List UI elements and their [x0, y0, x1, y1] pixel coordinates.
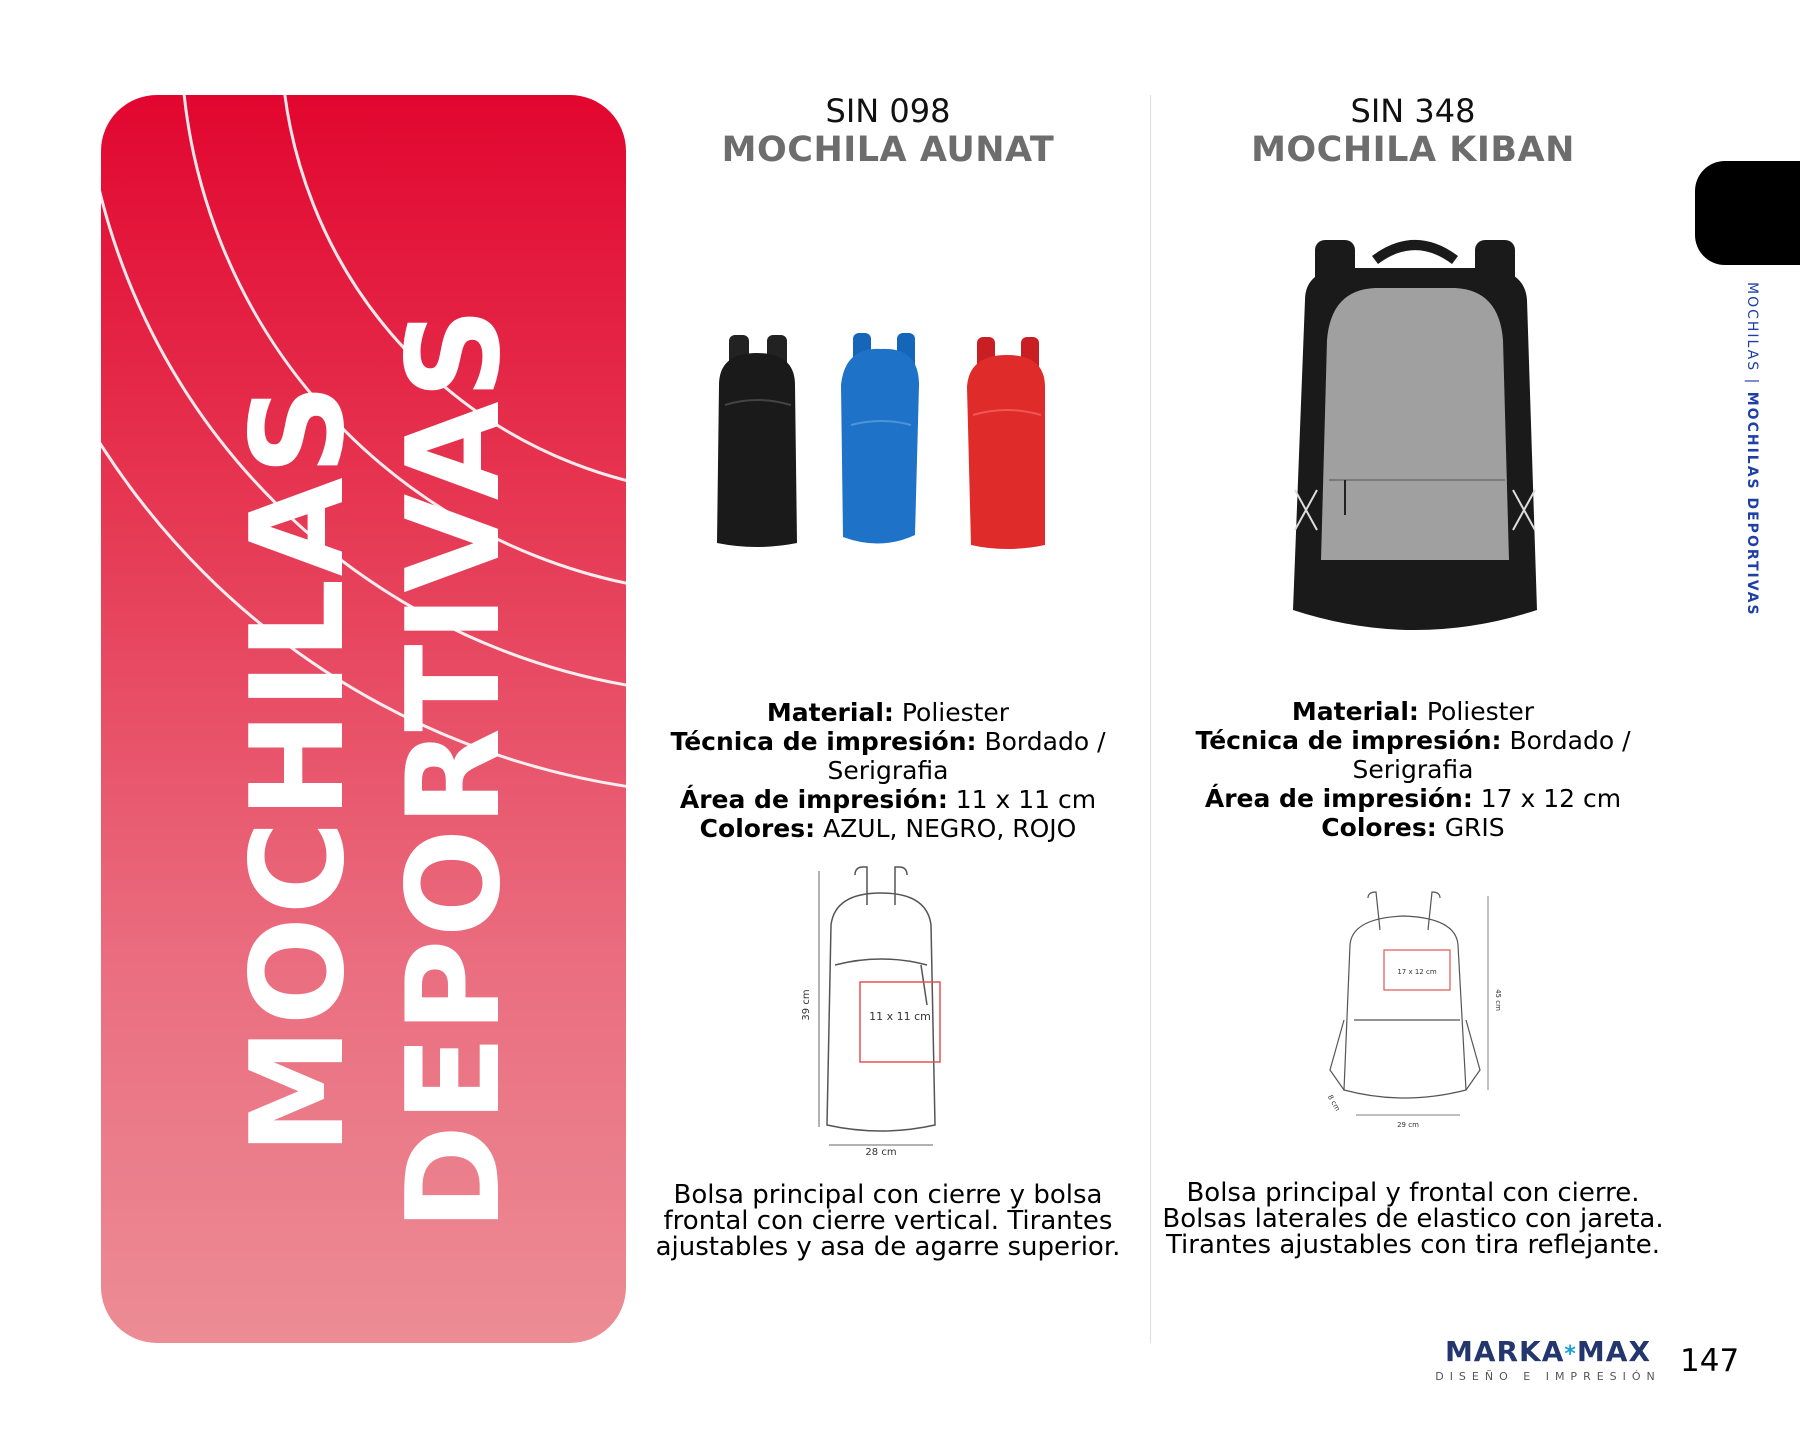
product-specs-kiban: [1153, 697, 1673, 842]
drawing-width: 29 cm: [1397, 1121, 1419, 1129]
material-label: Material:: [766, 698, 894, 727]
section-tab: [1695, 161, 1800, 265]
material-label: Material:: [1291, 697, 1419, 726]
brand-tagline: DISEÑO E IMPRESIÓN: [1435, 1370, 1661, 1383]
product-code: SIN 098: [825, 92, 951, 130]
colors-value: GRIS: [1444, 813, 1505, 842]
product-name: MOCHILA KIBAN: [1251, 130, 1575, 170]
brand-name-start: MARKA: [1444, 1335, 1565, 1368]
breadcrumb-section: MOCHILAS: [1744, 282, 1760, 373]
area-label: Área de impresión:: [1204, 784, 1473, 813]
colors-value: AZUL, NEGRO, ROJO: [823, 814, 1077, 843]
drawing-height: 45 cm: [1494, 989, 1502, 1011]
technique-label: Técnica de impresión:: [670, 727, 977, 756]
banner-title: [221, 305, 533, 1231]
material-value: Poliester: [1426, 697, 1535, 726]
area-value: 11 x 11 cm: [955, 785, 1097, 814]
banner-title-line1: MOCHILAS: [224, 381, 373, 1155]
banner-title-line2: DEPORTIVAS: [380, 305, 529, 1231]
product-header-sin098: [638, 92, 1138, 170]
column-divider: [1150, 95, 1151, 1343]
technical-drawing-kiban: [1320, 890, 1510, 1135]
page-number: 147: [1680, 1343, 1740, 1379]
product-description-aunat: Bolsa principal con cierre y bolsa frontal con cierre vertical. Tirantes ajustables y asa de agarre superior.: [655, 1180, 1121, 1262]
brand-logo: [1428, 1337, 1668, 1384]
colors-label: Colores:: [699, 814, 816, 843]
category-banner: [101, 95, 626, 1343]
technique-value: Bordado / Serigrafia: [827, 727, 1106, 785]
product-name: MOCHILA AUNAT: [721, 130, 1055, 170]
product-photo-aunat: [705, 325, 1095, 555]
product-description-kiban: Bolsa principal y frontal con cierre. Bolsas laterales de elastico con jareta. Tirantes ajustables con tira reflejante.: [1162, 1178, 1664, 1260]
section-breadcrumb: [1744, 282, 1760, 617]
breadcrumb-subsection: MOCHILAS DEPORTIVAS: [1744, 391, 1760, 617]
drawing-depth: 8 cm: [1325, 1093, 1342, 1113]
drawing-print-area: 17 x 12 cm: [1397, 968, 1437, 976]
material-value: Poliester: [901, 698, 1010, 727]
technical-drawing-aunat: [795, 865, 975, 1155]
brand-star-icon: *: [1564, 1342, 1577, 1367]
brand-name-end: MAX: [1576, 1335, 1652, 1368]
breadcrumb-separator: |: [1744, 378, 1760, 386]
product-code: SIN 348: [1350, 92, 1476, 130]
product-photo-kiban: [1265, 230, 1565, 650]
area-label: Área de impresión:: [679, 785, 948, 814]
technique-value: Bordado / Serigrafia: [1352, 726, 1631, 784]
drawing-height: 39 cm: [801, 989, 812, 1021]
product-header-sin348: [1163, 92, 1663, 170]
product-specs-aunat: [628, 698, 1148, 843]
drawing-print-area: 11 x 11 cm: [869, 1010, 931, 1023]
colors-label: Colores:: [1321, 813, 1437, 842]
technique-label: Técnica de impresión:: [1195, 726, 1502, 755]
drawing-width: 28 cm: [865, 1147, 897, 1155]
area-value: 17 x 12 cm: [1480, 784, 1622, 813]
